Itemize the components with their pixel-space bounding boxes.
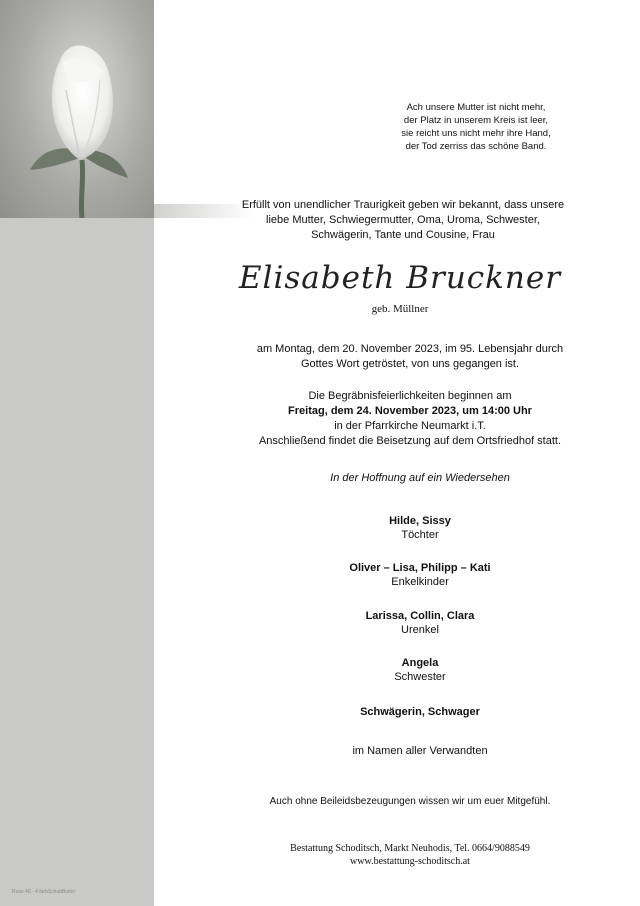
family-role: Schwester xyxy=(394,671,446,683)
undertaker-contact: Bestattung Schoditsch, Markt Neuhodis, Tel. 0664/9088549 xyxy=(290,843,530,854)
family-group xyxy=(250,561,590,589)
funeral-details xyxy=(220,389,600,449)
undertaker-info xyxy=(220,842,600,868)
undertaker-website: www.bestattung-schoditsch.at xyxy=(350,856,470,867)
family-names: Larissa, Collin, Clara xyxy=(365,610,475,622)
family-names: Oliver – Lisa, Philipp – Kati xyxy=(349,562,491,574)
funeral-church: in der Pfarrkirche Neumarkt i.T. xyxy=(334,420,486,432)
family-group xyxy=(250,656,590,684)
family-group xyxy=(250,514,590,542)
funeral-date: Freitag, dem 24. November 2023, um 14:00 Uhr xyxy=(288,405,532,417)
family-role: Töchter xyxy=(401,529,439,541)
family-names: Angela xyxy=(401,657,439,669)
family-role: Urenkel xyxy=(401,624,439,636)
intro-line: Erfüllt von unendlicher Traurigkeit geben wir bekannt, dass unsere xyxy=(241,199,565,211)
family-names: Hilde, Sissy xyxy=(389,515,451,527)
hope-line: In der Hoffnung auf ein Wiedersehen xyxy=(330,472,510,484)
funeral-line: Die Begräbnisfeierlichkeiten beginnen am xyxy=(308,390,512,402)
death-line: am Montag, dem 20. November 2023, im 95. Lebensjahr durch xyxy=(256,343,564,355)
family-group xyxy=(250,705,590,719)
sidebar-footer-text: Rose 40 - 4 farbSchubButter xyxy=(12,889,76,895)
family-group xyxy=(250,609,590,637)
poem-line: der Platz in unserem Kreis ist leer, xyxy=(403,115,549,126)
rose-image xyxy=(0,0,154,218)
funeral-burial: Anschließend findet die Beisetzung auf dem Ortsfriedhof statt. xyxy=(258,435,562,447)
death-notice xyxy=(220,342,600,372)
poem xyxy=(386,101,566,153)
deceased-name: Elisabeth Bruckner xyxy=(238,260,562,296)
poem-line: sie reicht uns nicht mehr ihre Hand, xyxy=(401,128,551,139)
on-behalf-line: im Namen aller Verwandten xyxy=(352,745,488,757)
intro-line: Schwägerin, Tante und Cousine, Frau xyxy=(311,229,495,241)
thanks-line: Auch ohne Beileidsbezeugungen wissen wir um euer Mitgefühl. xyxy=(269,796,551,807)
poem-line: der Tod zerriss das schöne Band. xyxy=(405,141,547,152)
rose-icon xyxy=(0,0,154,218)
death-line: Gottes Wort getröstet, von uns gegangen ist. xyxy=(300,358,520,370)
intro-text xyxy=(222,198,584,243)
maiden-name: geb. Müllner xyxy=(371,303,429,315)
poem-line: Ach unsere Mutter ist nicht mehr, xyxy=(406,102,546,113)
intro-line: liebe Mutter, Schwiegermutter, Oma, Uroma, Schwester, xyxy=(266,214,540,226)
family-names: Schwägerin, Schwager xyxy=(360,706,480,718)
family-role: Enkelkinder xyxy=(391,576,449,588)
